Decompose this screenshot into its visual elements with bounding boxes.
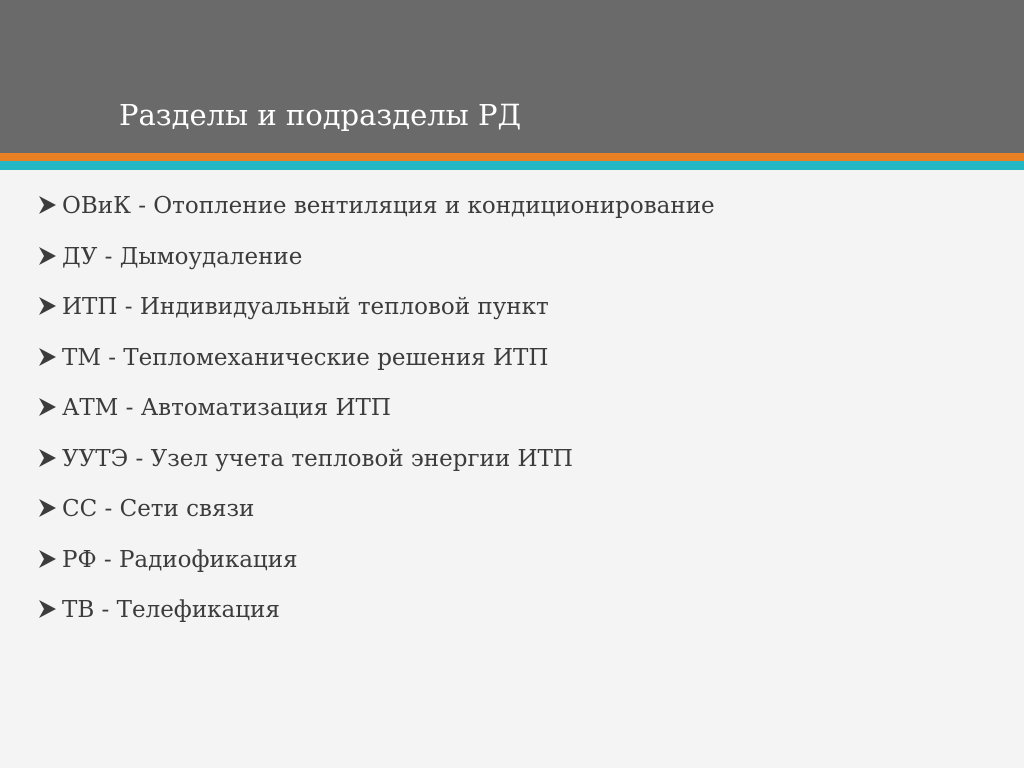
list-item (36, 445, 715, 496)
list-item (36, 293, 715, 344)
arrowhead-bullet-icon (36, 548, 62, 570)
list-item (36, 192, 715, 243)
list-item-text: РФ - Радиофикация (62, 546, 298, 573)
arrowhead-bullet-icon (36, 346, 62, 368)
list-item (36, 495, 715, 546)
list-item-text: ДУ - Дымоудаление (62, 243, 303, 270)
arrowhead-bullet-icon (36, 497, 62, 519)
list-item-text: ИТП - Индивидуальный тепловой пункт (62, 294, 549, 320)
arrowhead-bullet-icon (36, 194, 62, 216)
list-item-text: ТВ - Телефикация (62, 597, 280, 623)
list-item-text: ОВиК - Отопление вентиляция и кондиционирование (62, 193, 715, 219)
accent-stripe-orange (0, 153, 1024, 161)
slide-title: Разделы и подразделы РД (119, 98, 522, 132)
arrowhead-bullet-icon (36, 295, 62, 317)
list-item-text: СС - Сети связи (62, 496, 255, 522)
slide-header (0, 0, 1024, 153)
accent-stripe-teal (0, 161, 1024, 170)
list-item (36, 546, 715, 597)
list-item-text: УУТЭ - Узел учета тепловой энергии ИТП (62, 445, 573, 472)
arrowhead-bullet-icon (36, 245, 62, 267)
bullet-list (36, 192, 715, 647)
list-item (36, 344, 715, 395)
list-item (36, 243, 715, 294)
list-item (36, 596, 715, 647)
arrowhead-bullet-icon (36, 447, 62, 469)
arrowhead-bullet-icon (36, 598, 62, 620)
list-item-text: АТМ - Автоматизация ИТП (62, 395, 391, 421)
arrowhead-bullet-icon (36, 396, 62, 418)
list-item-text: ТМ - Тепломеханические решения ИТП (62, 344, 549, 371)
list-item (36, 394, 715, 445)
